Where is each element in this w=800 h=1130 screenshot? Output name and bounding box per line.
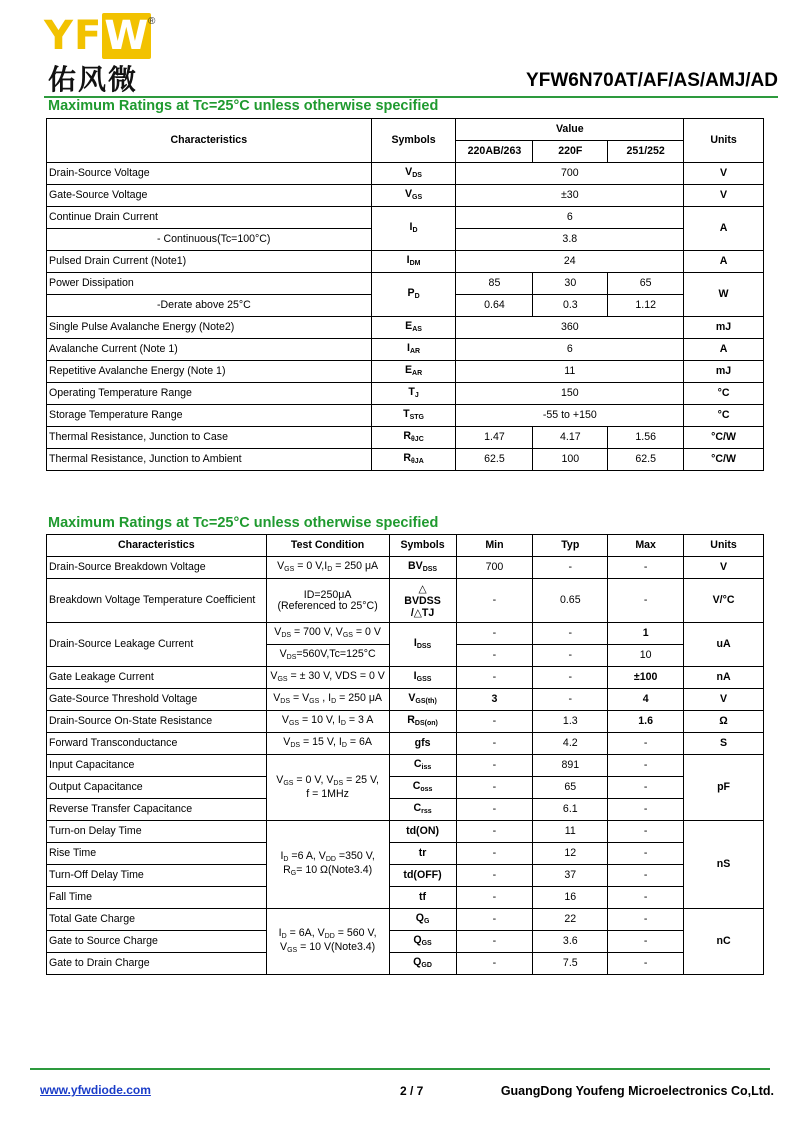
row-symbol: $I_{DSS}$	[389, 623, 456, 667]
row-unit: V	[684, 163, 764, 185]
row-label: Drain-Source On-State Resistance	[47, 711, 267, 733]
header-characteristics: Characteristics	[47, 535, 267, 557]
row-value: 6	[456, 339, 684, 361]
row-min: -	[456, 755, 533, 777]
row-condition: ID=250μA (Referenced to 25°C)	[266, 579, 389, 623]
row-unit: A	[684, 251, 764, 273]
row-label: Output Capacitance	[47, 777, 267, 799]
row-label: Power Dissipation	[47, 273, 372, 295]
row-typ: -	[533, 557, 608, 579]
row-typ: 4.2	[533, 733, 608, 755]
table-row	[47, 273, 764, 295]
table-row	[47, 163, 764, 185]
row-value-a: 0.64	[456, 295, 533, 317]
table-row	[47, 755, 764, 777]
row-condition: $I_D =6$ A, $V_{DD} =350$ V, $R_G= 10$ Ω(Note3.4)	[266, 821, 389, 909]
row-symbol: $Q_{GS}$	[389, 931, 456, 953]
header-units: Units	[684, 535, 764, 557]
row-min: 3	[456, 689, 533, 711]
row-unit: °C/W	[684, 449, 764, 471]
row-value-c: 1.56	[608, 427, 684, 449]
table-row	[47, 623, 764, 645]
row-label: Single Pulse Avalanche Energy (Note2)	[47, 317, 372, 339]
row-min: 700	[456, 557, 533, 579]
header-max: Max	[608, 535, 684, 557]
row-max: -	[608, 821, 684, 843]
row-max: -	[608, 931, 684, 953]
row-min: -	[456, 667, 533, 689]
table-row	[47, 557, 764, 579]
row-typ: -	[533, 689, 608, 711]
row-min: -	[456, 821, 533, 843]
row-typ: -	[533, 645, 608, 667]
row-unit: Ω	[684, 711, 764, 733]
table-row	[47, 361, 764, 383]
row-unit: °C	[684, 405, 764, 427]
row-symbol: $I_D$	[371, 207, 456, 251]
table-row	[47, 909, 764, 931]
page-number: 2 / 7	[400, 1084, 424, 1098]
row-max: -	[608, 953, 684, 975]
row-condition: $V_{DS} = V_{GS}$ , $I_D = 250$ μA	[266, 689, 389, 711]
table-row	[47, 449, 764, 471]
row-symbol: tf	[389, 887, 456, 909]
row-condition: $V_{GS} = 0$ V, $V_{DS} = 25$ V, f = 1MHz	[266, 755, 389, 821]
row-symbol: △ BVDSS /△TJ	[389, 579, 456, 623]
row-condition: $V_{DS} = 15$ V, $I_D = 6A$	[266, 733, 389, 755]
header-package-c: 251/252	[608, 141, 684, 163]
row-symbol: $V_{GS(th)}$	[389, 689, 456, 711]
header-package-a: 220AB/263	[456, 141, 533, 163]
row-symbol: $Q_G$	[389, 909, 456, 931]
row-unit: mJ	[684, 361, 764, 383]
row-label: Turn-Off Delay Time	[47, 865, 267, 887]
row-value-c: 62.5	[608, 449, 684, 471]
row-value-a: 85	[456, 273, 533, 295]
row-value: 6	[456, 207, 684, 229]
max-ratings-table	[46, 118, 764, 471]
table-row	[47, 339, 764, 361]
row-min: -	[456, 711, 533, 733]
header-characteristics: Characteristics	[47, 119, 372, 163]
table-row	[47, 689, 764, 711]
row-value: ±30	[456, 185, 684, 207]
row-label: Total Gate Charge	[47, 909, 267, 931]
row-sublabel: -Derate above 25°C	[47, 295, 372, 317]
row-symbol: $T_{STG}$	[371, 405, 456, 427]
row-unit: mJ	[684, 317, 764, 339]
row-label: Reverse Transfer Capacitance	[47, 799, 267, 821]
row-condition: $V_{GS}$ = ± 30 V, VDS = 0 V	[266, 667, 389, 689]
row-unit: °C/W	[684, 427, 764, 449]
row-symbol: $R_{\theta JC}$	[371, 427, 456, 449]
header-value: Value	[456, 119, 684, 141]
row-label: Drain-Source Breakdown Voltage	[47, 557, 267, 579]
table-row	[47, 185, 764, 207]
row-value-a: 62.5	[456, 449, 533, 471]
table-row	[47, 733, 764, 755]
table-row	[47, 777, 764, 799]
row-symbol: $C_{rss}$	[389, 799, 456, 821]
table-row	[47, 207, 764, 229]
row-max: 10	[608, 645, 684, 667]
row-label: Pulsed Drain Current (Note1)	[47, 251, 372, 273]
row-label: Thermal Resistance, Junction to Case	[47, 427, 372, 449]
row-typ: 7.5	[533, 953, 608, 975]
table-row	[47, 799, 764, 821]
row-value-c: 65	[608, 273, 684, 295]
row-unit: pF	[684, 755, 764, 821]
row-min: -	[456, 579, 533, 623]
row-label: Continue Drain Current	[47, 207, 372, 229]
row-typ: 11	[533, 821, 608, 843]
table-row	[47, 667, 764, 689]
row-min: -	[456, 623, 533, 645]
table-row	[47, 821, 764, 843]
row-label: Drain-Source Voltage	[47, 163, 372, 185]
row-unit: nC	[684, 909, 764, 975]
row-label: Rise Time	[47, 843, 267, 865]
row-min: -	[456, 909, 533, 931]
header-units: Units	[684, 119, 764, 163]
row-typ: 891	[533, 755, 608, 777]
row-label: Thermal Resistance, Junction to Ambient	[47, 449, 372, 471]
row-symbol: $I_{DM}$	[371, 251, 456, 273]
row-value: 700	[456, 163, 684, 185]
row-value: -55 to +150	[456, 405, 684, 427]
row-symbol: $I_{GSS}$	[389, 667, 456, 689]
table-header-row	[47, 119, 764, 141]
row-symbol: $E_{AR}$	[371, 361, 456, 383]
row-min: -	[456, 865, 533, 887]
row-symbol: $T_J$	[371, 383, 456, 405]
table-row	[47, 317, 764, 339]
table-row	[47, 711, 764, 733]
row-value: 11	[456, 361, 684, 383]
row-max: -	[608, 799, 684, 821]
table-header-row	[47, 535, 764, 557]
row-label: Gate to Source Charge	[47, 931, 267, 953]
row-value: 150	[456, 383, 684, 405]
row-condition: $V_{GS} = 10$ V, $I_D = 3$ A	[266, 711, 389, 733]
table-row	[47, 953, 764, 975]
row-typ: 37	[533, 865, 608, 887]
row-value: 360	[456, 317, 684, 339]
header-test-condition: Test Condition	[266, 535, 389, 557]
row-symbol: tr	[389, 843, 456, 865]
row-condition: $V_{DS} = 700$ V, $V_{GS} = 0$ V	[266, 623, 389, 645]
row-typ: 22	[533, 909, 608, 931]
row-symbol: $BV_{DSS}$	[389, 557, 456, 579]
section-1-title: Maximum Ratings at Tc=25°C unless otherwise specified	[48, 98, 439, 114]
header-symbols: Symbols	[389, 535, 456, 557]
row-typ: -	[533, 623, 608, 645]
header-symbols: Symbols	[371, 119, 456, 163]
table-row	[47, 251, 764, 273]
row-typ: 6.1	[533, 799, 608, 821]
logo-chinese-name: 佑风微	[48, 63, 139, 96]
row-label: Breakdown Voltage Temperature Coefficient	[47, 579, 267, 623]
row-symbol: td(ON)	[389, 821, 456, 843]
row-min: -	[456, 645, 533, 667]
row-label: Operating Temperature Range	[47, 383, 372, 405]
row-min: -	[456, 843, 533, 865]
row-max: -	[608, 865, 684, 887]
row-label: Gate-Source Voltage	[47, 185, 372, 207]
row-label: Fall Time	[47, 887, 267, 909]
header-package-b: 220F	[533, 141, 608, 163]
table-row	[47, 427, 764, 449]
row-unit: A	[684, 207, 764, 251]
row-label: Gate-Source Threshold Voltage	[47, 689, 267, 711]
row-value-c: 1.12	[608, 295, 684, 317]
row-unit: V	[684, 689, 764, 711]
row-value-b: 4.17	[533, 427, 608, 449]
table-row	[47, 579, 764, 623]
row-min: -	[456, 931, 533, 953]
row-min: -	[456, 887, 533, 909]
row-label: Storage Temperature Range	[47, 405, 372, 427]
section-2-title: Maximum Ratings at Tc=25°C unless otherwise specified	[48, 515, 439, 531]
row-value-a: 1.47	[456, 427, 533, 449]
row-max: 4	[608, 689, 684, 711]
header-typ: Typ	[533, 535, 608, 557]
row-symbol: $R_{\theta JA}$	[371, 449, 456, 471]
row-symbol: $E_{AS}$	[371, 317, 456, 339]
row-symbol: $Q_{GD}$	[389, 953, 456, 975]
table-row	[47, 383, 764, 405]
table-row	[47, 405, 764, 427]
company-logo	[44, 13, 156, 96]
row-typ: 12	[533, 843, 608, 865]
row-label: Turn-on Delay Time	[47, 821, 267, 843]
row-symbol: $I_{AR}$	[371, 339, 456, 361]
row-symbol: gfs	[389, 733, 456, 755]
row-unit: V	[684, 557, 764, 579]
row-sublabel: - Continuous(Tc=100°C)	[47, 229, 372, 251]
row-max: -	[608, 887, 684, 909]
row-max: -	[608, 733, 684, 755]
row-max: -	[608, 755, 684, 777]
row-label: Input Capacitance	[47, 755, 267, 777]
row-typ: 65	[533, 777, 608, 799]
row-typ: 16	[533, 887, 608, 909]
row-typ: 3.6	[533, 931, 608, 953]
row-min: -	[456, 799, 533, 821]
row-symbol: $C_{oss}$	[389, 777, 456, 799]
row-max: 1	[608, 623, 684, 645]
row-unit: uA	[684, 623, 764, 667]
row-unit: nA	[684, 667, 764, 689]
row-value: 24	[456, 251, 684, 273]
row-unit: S	[684, 733, 764, 755]
row-label: Repetitive Avalanche Energy (Note 1)	[47, 361, 372, 383]
row-unit: V	[684, 185, 764, 207]
row-condition: $I_D = 6A$, $V_{DD} = 560$ V, $V_{GS} = 10$ V(Note3.4)	[266, 909, 389, 975]
table-row	[47, 931, 764, 953]
row-label: Gate Leakage Current	[47, 667, 267, 689]
header-min: Min	[456, 535, 533, 557]
row-symbol: $P_D$	[371, 273, 456, 317]
row-value: 3.8	[456, 229, 684, 251]
row-max: -	[608, 579, 684, 623]
row-value-b: 100	[533, 449, 608, 471]
row-min: -	[456, 953, 533, 975]
row-max: -	[608, 777, 684, 799]
row-label: Drain-Source Leakage Current	[47, 623, 267, 667]
row-symbol: $V_{DS}$	[371, 163, 456, 185]
row-typ: -	[533, 667, 608, 689]
table-row	[47, 887, 764, 909]
row-unit: W	[684, 273, 764, 317]
row-label: Avalanche Current (Note 1)	[47, 339, 372, 361]
table-row	[47, 865, 764, 887]
row-max: ±100	[608, 667, 684, 689]
row-symbol: $V_{GS}$	[371, 185, 456, 207]
row-value-b: 30	[533, 273, 608, 295]
row-min: -	[456, 733, 533, 755]
row-unit: nS	[684, 821, 764, 909]
logo-letters: YFW	[44, 13, 150, 59]
row-label: Forward Transconductance	[47, 733, 267, 755]
table-row	[47, 843, 764, 865]
row-symbol: $R_{DS(on)}$	[389, 711, 456, 733]
company-name: GuangDong Youfeng Microelectronics Co,Ltd.	[500, 1084, 774, 1098]
row-unit: V/°C	[684, 579, 764, 623]
row-symbol: td(OFF)	[389, 865, 456, 887]
row-unit: °C	[684, 383, 764, 405]
row-condition: $V_{DS}=560V,Tc=125^\circ C$	[266, 645, 389, 667]
row-max: 1.6	[608, 711, 684, 733]
row-symbol: $C_{iss}$	[389, 755, 456, 777]
part-number-title: YFW6N70AT/AF/AS/AMJ/AD	[526, 70, 778, 91]
row-typ: 1.3	[533, 711, 608, 733]
row-value-b: 0.3	[533, 295, 608, 317]
row-min: -	[456, 777, 533, 799]
row-unit: A	[684, 339, 764, 361]
registered-mark: ®	[148, 16, 156, 27]
row-typ: 0.65	[533, 579, 608, 623]
footer-divider	[30, 1068, 770, 1070]
row-max: -	[608, 909, 684, 931]
row-label: Gate to Drain Charge	[47, 953, 267, 975]
website-link[interactable]: www.yfwdiode.com	[40, 1083, 151, 1097]
row-max: -	[608, 843, 684, 865]
electrical-characteristics-table	[46, 534, 764, 975]
row-max: -	[608, 557, 684, 579]
row-condition: $V_{GS} = 0$ $V,I_D = 250$ μA	[266, 557, 389, 579]
